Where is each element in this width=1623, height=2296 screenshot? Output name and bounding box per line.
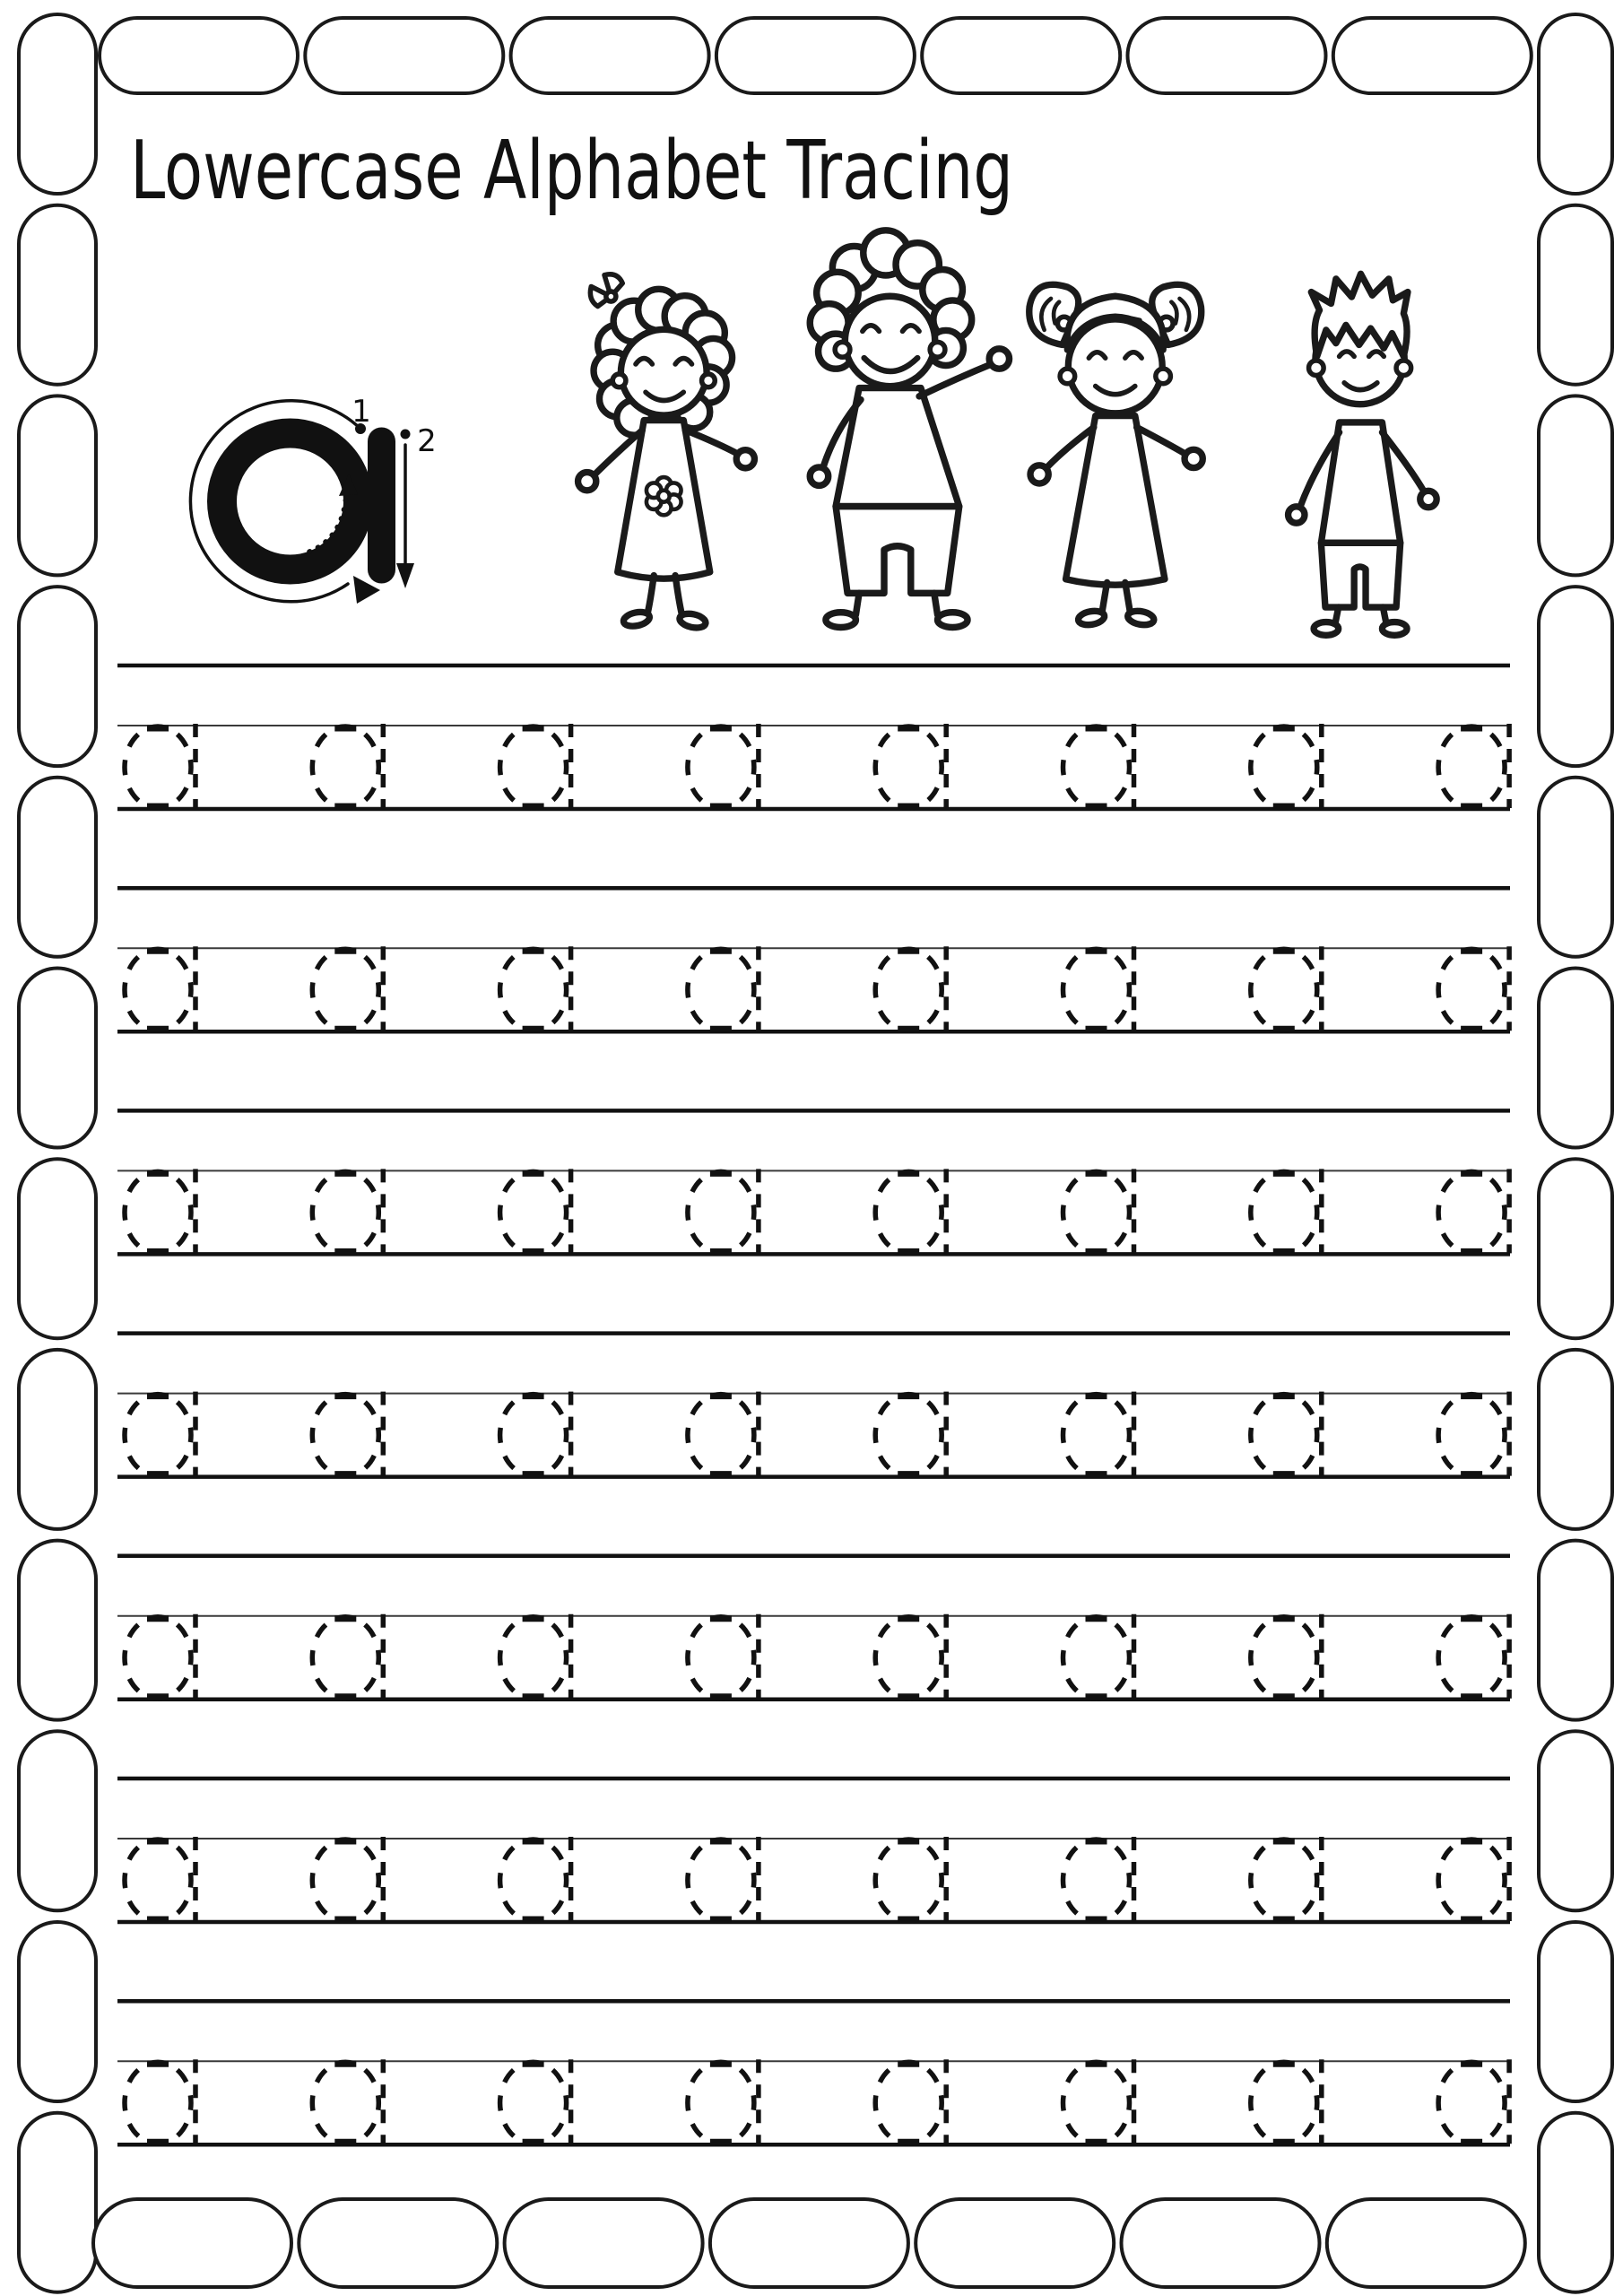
- trace-letter-a: [500, 946, 571, 1031]
- trace-letter-a: [1063, 1169, 1134, 1253]
- trace-letter-a: [1251, 1392, 1322, 1476]
- foot: [1382, 622, 1407, 636]
- border-pill-right: [1539, 969, 1612, 1148]
- trace-letter-a: [1438, 946, 1509, 1031]
- trace-letter-bowl: [500, 1839, 567, 1921]
- stroke-2-start-dot: [401, 430, 411, 439]
- border-pill-bottom: [299, 2199, 497, 2287]
- border-pill-bottom: [505, 2199, 703, 2287]
- trace-letter-bowl: [688, 2062, 754, 2144]
- hand: [810, 467, 828, 485]
- border-pill-right: [1539, 1541, 1612, 1720]
- trace-letter-a: [500, 1837, 571, 1921]
- trace-letter-a: [688, 724, 759, 808]
- trace-letter-bowl: [1251, 949, 1317, 1031]
- trace-letter-a: [312, 1837, 383, 1921]
- trace-letter-a: [875, 946, 946, 1031]
- trace-letter-a: [125, 1169, 195, 1253]
- trace-letter-a: [1438, 2059, 1509, 2144]
- border-pill-top: [511, 18, 709, 93]
- trace-letter-bowl: [875, 1395, 942, 1476]
- trace-letter-a: [1251, 724, 1322, 808]
- trace-letter-a: [500, 1614, 571, 1699]
- border-pill-right: [1539, 396, 1612, 575]
- trace-letter-bowl: [875, 726, 942, 808]
- hand: [1030, 465, 1048, 483]
- border-pill-right: [1539, 587, 1612, 766]
- foot: [938, 613, 968, 628]
- tracing-row-2: [117, 888, 1510, 1031]
- trace-letter-bowl: [1063, 1617, 1130, 1699]
- kids-illustration: [578, 230, 1437, 636]
- trace-letter-a: [1438, 1392, 1509, 1476]
- trace-letter-bowl: [875, 2062, 942, 2144]
- border-pill-bottom: [1122, 2199, 1320, 2287]
- trace-letter-bowl: [1251, 1839, 1317, 1921]
- trace-letter-bowl: [312, 1839, 378, 1921]
- trace-letter-bowl: [312, 1171, 378, 1253]
- trace-letter-a: [688, 946, 759, 1031]
- trace-letter-a: [1251, 1614, 1322, 1699]
- trace-letter-bowl: [312, 1617, 378, 1699]
- trace-letter-bowl: [875, 1839, 942, 1921]
- waving-arm: [919, 363, 994, 396]
- trace-letter-a: [1251, 946, 1322, 1031]
- trace-letter-a: [875, 1392, 946, 1476]
- trace-letter-bowl: [500, 726, 567, 808]
- trace-letter-a: [875, 1837, 946, 1921]
- hand: [578, 473, 596, 491]
- border-pill-left: [19, 1541, 96, 1720]
- border-pill-left: [19, 1159, 96, 1338]
- trace-letter-a: [688, 1837, 759, 1921]
- border-pill-bottom: [1327, 2199, 1525, 2287]
- tracing-row-6: [117, 1779, 1510, 1922]
- trace-letter-bowl: [500, 1171, 567, 1253]
- foot: [826, 613, 855, 628]
- trace-letter-a: [125, 2059, 195, 2144]
- trace-letter-bowl: [312, 949, 378, 1031]
- tracing-row-1: [117, 665, 1510, 809]
- trace-letter-a: [312, 724, 383, 808]
- tracing-rows: [117, 665, 1510, 2144]
- hand: [1185, 449, 1202, 467]
- foot: [679, 612, 707, 631]
- trace-letter-bowl: [688, 726, 754, 808]
- border-pill-left: [19, 778, 96, 957]
- border-pill-top: [1333, 18, 1532, 93]
- border-pill-left: [19, 587, 96, 766]
- border-pill-bottom: [710, 2199, 908, 2287]
- border-pill-left: [19, 14, 96, 194]
- trace-letter-bowl: [1438, 1395, 1505, 1476]
- trace-letter-bowl: [875, 1617, 942, 1699]
- trace-letter-a: [312, 1392, 383, 1476]
- trace-letter-a: [1438, 1614, 1509, 1699]
- trace-letter-bowl: [1063, 949, 1130, 1031]
- trace-letter-bowl: [688, 949, 754, 1031]
- border-pill-top: [100, 18, 298, 93]
- trace-letter-bowl: [1063, 1395, 1130, 1476]
- border-pill-right: [1539, 14, 1612, 194]
- trace-letter-bowl: [1438, 2062, 1505, 2144]
- trace-letter-a: [688, 2059, 759, 2144]
- trace-letter-bowl: [125, 1395, 191, 1476]
- border-pill-left: [19, 1922, 96, 2101]
- trace-letter-bowl: [1438, 1839, 1505, 1921]
- flower-icon: [647, 477, 681, 515]
- border-pill-right: [1539, 1159, 1612, 1338]
- stroke-1-label: 1: [352, 394, 371, 430]
- trace-letter-bowl: [688, 1617, 754, 1699]
- hand: [736, 450, 754, 468]
- border-pill-top: [922, 18, 1120, 93]
- trace-letter-bowl: [1438, 1617, 1505, 1699]
- trace-letter-bowl: [1251, 1617, 1317, 1699]
- trace-letter-bowl: [312, 726, 378, 808]
- trace-letter-a: [875, 1614, 946, 1699]
- trace-letter-bowl: [125, 949, 191, 1031]
- trace-letter-a: [125, 946, 195, 1031]
- trace-letter-a: [875, 1169, 946, 1253]
- trace-letter-bowl: [875, 1171, 942, 1253]
- trace-letter-bowl: [688, 1839, 754, 1921]
- border-pill-top: [1128, 18, 1326, 93]
- border-pill-right: [1539, 1350, 1612, 1529]
- ear: [1156, 369, 1171, 384]
- ear: [930, 342, 945, 357]
- trace-letter-a: [312, 2059, 383, 2144]
- border-pill-bottom: [916, 2199, 1114, 2287]
- border-pill-right: [1539, 1922, 1612, 2101]
- trace-letter-a: [1438, 1169, 1509, 1253]
- trace-letter-a: [875, 724, 946, 808]
- trace-letter-a: [1063, 1392, 1134, 1476]
- trace-letter-bowl: [1438, 1171, 1505, 1253]
- trace-letter-a: [1438, 1837, 1509, 1921]
- ear: [702, 374, 716, 387]
- trace-letter-a: [500, 724, 571, 808]
- trace-letter-a: [125, 724, 195, 808]
- face: [1068, 319, 1162, 413]
- border-pill-right: [1539, 205, 1612, 385]
- trace-letter-a: [500, 1392, 571, 1476]
- foot: [1314, 622, 1339, 636]
- kid-boy-curly-waving: [810, 230, 1009, 628]
- shorts: [1321, 543, 1400, 607]
- tracing-row-5: [117, 1556, 1510, 1700]
- trace-letter-bowl: [125, 726, 191, 808]
- hand: [989, 349, 1009, 369]
- page-title: Lowercase Alphabet Tracing: [130, 124, 1013, 218]
- hand: [1289, 507, 1305, 523]
- trace-letter-a: [125, 1837, 195, 1921]
- trace-letter-a: [312, 1169, 383, 1253]
- kid-boy-spiky-hair: [1289, 274, 1437, 635]
- trace-letter-a: [125, 1614, 195, 1699]
- kid-girl-curly-bow: [578, 274, 755, 631]
- border-pill-left: [19, 205, 96, 385]
- stroke-2-arrowhead: [396, 563, 414, 588]
- trace-letter-bowl: [1251, 1171, 1317, 1253]
- tracing-row-3: [117, 1110, 1510, 1254]
- trace-letter-a: [1063, 2059, 1134, 2144]
- trace-letter-bowl: [1251, 726, 1317, 808]
- trace-letter-a: [1251, 2059, 1322, 2144]
- trace-letter-a: [312, 946, 383, 1031]
- border-pill-left: [19, 969, 96, 1148]
- ear: [1396, 361, 1411, 376]
- trace-letter-bowl: [1063, 1839, 1130, 1921]
- border-pill-left: [19, 396, 96, 575]
- trace-letter-a: [1063, 724, 1134, 808]
- border-pill-right: [1539, 1731, 1612, 1910]
- hair-bow-icon: [590, 274, 622, 307]
- trace-letter-bowl: [1063, 1171, 1130, 1253]
- border-pill-left: [19, 1350, 96, 1529]
- border-pill-bottom: [93, 2199, 291, 2287]
- trace-letter-bowl: [500, 2062, 567, 2144]
- trace-letter-a: [875, 2059, 946, 2144]
- trace-letter-a: [312, 1614, 383, 1699]
- tracing-row-7: [117, 2001, 1510, 2144]
- letter-a-bowl: [222, 433, 359, 570]
- foot: [622, 610, 651, 629]
- tracing-row-4: [117, 1334, 1510, 1477]
- arm: [685, 430, 740, 456]
- border-pill-left: [19, 2113, 96, 2292]
- pants: [836, 507, 959, 594]
- ear: [835, 342, 850, 357]
- trace-letter-a: [1063, 1837, 1134, 1921]
- border-pill-top: [305, 18, 503, 93]
- trace-letter-bowl: [500, 1395, 567, 1476]
- trace-letter-bowl: [312, 2062, 378, 2144]
- trace-letter-bowl: [1438, 726, 1505, 808]
- ear: [1060, 369, 1075, 384]
- trace-letter-bowl: [500, 949, 567, 1031]
- trace-letter-bowl: [1063, 2062, 1130, 2144]
- trace-letter-bowl: [875, 949, 942, 1031]
- letter-a-stroke-diagram: [190, 394, 436, 604]
- trace-letter-bowl: [1438, 949, 1505, 1031]
- ear: [1309, 361, 1324, 376]
- trace-letter-a: [688, 1392, 759, 1476]
- trace-letter-bowl: [1063, 726, 1130, 808]
- ear: [612, 374, 626, 387]
- kid-girl-pigtails: [1029, 284, 1203, 626]
- border-pill-right: [1539, 778, 1612, 957]
- trace-letter-bowl: [688, 1395, 754, 1476]
- trace-letter-a: [125, 1392, 195, 1476]
- hand: [1420, 491, 1436, 507]
- trace-letter-bowl: [125, 1171, 191, 1253]
- stroke-2-label: 2: [417, 423, 437, 459]
- foot: [1127, 609, 1156, 627]
- trace-letter-bowl: [125, 1839, 191, 1921]
- trace-letter-a: [500, 2059, 571, 2144]
- trace-letter-bowl: [312, 1395, 378, 1476]
- trace-letter-a: [500, 1169, 571, 1253]
- trace-letter-bowl: [500, 1617, 567, 1699]
- foot: [1077, 609, 1106, 627]
- border-pill-right: [1539, 2113, 1612, 2292]
- trace-letter-bowl: [1251, 1395, 1317, 1476]
- trace-letter-a: [688, 1614, 759, 1699]
- trace-letter-a: [1063, 1614, 1134, 1699]
- trace-letter-a: [1438, 724, 1509, 808]
- border-pill-top: [716, 18, 915, 93]
- trace-letter-bowl: [1251, 2062, 1317, 2144]
- trace-letter-bowl: [688, 1171, 754, 1253]
- trace-letter-bowl: [125, 2062, 191, 2144]
- trace-letter-a: [1063, 946, 1134, 1031]
- trace-letter-a: [1251, 1169, 1322, 1253]
- border-pill-left: [19, 1731, 96, 1910]
- trace-letter-a: [1251, 1837, 1322, 1921]
- trace-letter-bowl: [125, 1617, 191, 1699]
- trace-letter-a: [688, 1169, 759, 1253]
